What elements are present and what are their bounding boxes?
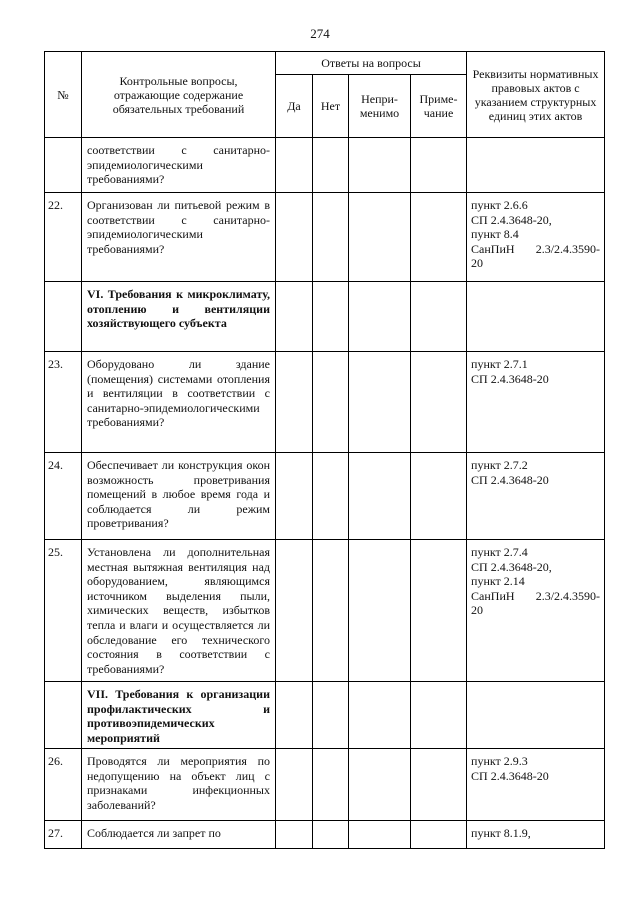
table-row [45, 749, 605, 821]
question-text: Организован ли питьевой режим в соответствии с санитарно-эпидемиологическими требованиями? [82, 193, 276, 282]
requisite-line: пункт 8.1.9, [471, 826, 531, 840]
answer-no-cell[interactable] [313, 193, 349, 282]
requisite-line: СП 2.4.3648-20, [471, 212, 552, 227]
section-row [45, 682, 605, 749]
requisite-line: пункт 2.7.2 [471, 458, 528, 472]
answer-not-applicable-cell[interactable] [349, 193, 411, 282]
answer-not-applicable-cell[interactable] [349, 352, 411, 453]
requisites-cell [467, 682, 605, 749]
requisite-line: СП 2.4.3648-20 [471, 371, 549, 386]
answer-note-cell[interactable] [411, 282, 467, 352]
requisites-cell [467, 138, 605, 193]
question-text: Установлена ли дополнительная местная вытяжная вентиляция над оборудованием, являющимся источником выделения пыли, химических веществ, избытков тепла и влаги и осуществляется ли обследование его технического состояния в соответствии с требованиями? [82, 540, 276, 682]
table-row [45, 193, 605, 282]
answer-no-cell[interactable] [313, 540, 349, 682]
page-number: 274 [310, 26, 330, 41]
table-row [45, 540, 605, 682]
answer-no-cell[interactable] [313, 821, 349, 849]
section-title: VI. Требования к микроклимату, отоплению и вентиляции хозяйствующего субъекта [82, 282, 276, 352]
row-number [45, 138, 82, 193]
row-number: 27. [45, 821, 82, 849]
answer-no-cell[interactable] [313, 282, 349, 352]
row-number [45, 282, 82, 352]
answer-not-applicable-cell[interactable] [349, 453, 411, 540]
requisite-line: СП 2.4.3648-20 [471, 472, 549, 487]
table-row [45, 453, 605, 540]
table-row [45, 352, 605, 453]
header-yes: Да [276, 75, 313, 138]
header-requisites: Реквизиты нормативных правовых актов с указанием структурных единиц этих актов [467, 52, 605, 138]
question-text: Проводятся ли мероприятия по недопущению на объект лиц с признаками инфекционных заболеваний? [82, 749, 276, 821]
row-number: 23. [45, 352, 82, 453]
requisite-line: СанПиН 2.3/2.4.3590- [471, 241, 601, 256]
requisite-line: пункт 2.9.3 [471, 754, 528, 768]
requisite-line: пункт 2.7.4 [471, 545, 528, 559]
answer-yes-cell[interactable] [276, 193, 313, 282]
requisite-line: СанПиН 2.3/2.4.3590- [471, 588, 601, 603]
requisites-cell [467, 749, 605, 821]
table-row [45, 138, 605, 193]
requisite-line: пункт 8.4 [471, 227, 519, 242]
row-number [45, 682, 82, 749]
answer-yes-cell[interactable] [276, 138, 313, 193]
row-number: 26. [45, 749, 82, 821]
answer-no-cell[interactable] [313, 749, 349, 821]
question-text: соответствии с санитарно-эпидемиологическими требованиями? [82, 138, 276, 193]
header-questions: Контрольные вопросы, отражающие содержание обязательных требований [82, 52, 276, 138]
answer-yes-cell[interactable] [276, 682, 313, 749]
header-number: № [45, 52, 82, 138]
answer-yes-cell[interactable] [276, 453, 313, 540]
answer-note-cell[interactable] [411, 352, 467, 453]
row-number: 25. [45, 540, 82, 682]
answer-no-cell[interactable] [313, 352, 349, 453]
answer-yes-cell[interactable] [276, 540, 313, 682]
requisites-cell [467, 282, 605, 352]
header-not-applicable: Непри- менимо [349, 75, 411, 138]
row-number: 22. [45, 193, 82, 282]
requisite-line: СП 2.4.3648-20, [471, 559, 552, 574]
checklist-table [44, 51, 605, 849]
table-row [45, 821, 605, 849]
requisites-cell [467, 540, 605, 682]
requisites-cell [467, 821, 605, 849]
answer-note-cell[interactable] [411, 540, 467, 682]
answer-not-applicable-cell[interactable] [349, 540, 411, 682]
requisites-cell [467, 193, 605, 282]
answer-yes-cell[interactable] [276, 821, 313, 849]
requisite-line: пункт 2.14 [471, 574, 525, 589]
answer-no-cell[interactable] [313, 682, 349, 749]
section-row [45, 282, 605, 352]
answer-note-cell[interactable] [411, 453, 467, 540]
answer-note-cell[interactable] [411, 193, 467, 282]
requisite-line: СП 2.4.3648-20 [471, 768, 549, 783]
answer-not-applicable-cell[interactable] [349, 282, 411, 352]
header-no: Нет [313, 75, 349, 138]
requisite-line: пункт 2.6.6 [471, 198, 528, 212]
answer-yes-cell[interactable] [276, 282, 313, 352]
answer-not-applicable-cell[interactable] [349, 821, 411, 849]
answer-not-applicable-cell[interactable] [349, 138, 411, 193]
header-answers: Ответы на вопросы [276, 52, 467, 75]
question-text: Оборудовано ли здание (помещения) системами отопления и вентиляции в соответствии с санитарно-эпидемиологическими требованиями? [82, 352, 276, 453]
header-note: Приме- чание [411, 75, 467, 138]
answer-no-cell[interactable] [313, 138, 349, 193]
answer-note-cell[interactable] [411, 138, 467, 193]
requisites-cell [467, 453, 605, 540]
answer-not-applicable-cell[interactable] [349, 749, 411, 821]
question-text: Соблюдается ли запрет по [82, 821, 276, 849]
answer-note-cell[interactable] [411, 749, 467, 821]
requisite-line: 20 [471, 256, 484, 271]
answer-note-cell[interactable] [411, 821, 467, 849]
answer-not-applicable-cell[interactable] [349, 682, 411, 749]
requisite-line: пункт 2.7.1 [471, 357, 528, 371]
answer-note-cell[interactable] [411, 682, 467, 749]
requisite-line: 20 [471, 603, 484, 618]
question-text: Обеспечивает ли конструкция окон возможность проветривания помещений в любое время года и соблюдается ли режим проветривания? [82, 453, 276, 540]
answer-no-cell[interactable] [313, 453, 349, 540]
requisites-cell [467, 352, 605, 453]
answer-yes-cell[interactable] [276, 749, 313, 821]
answer-yes-cell[interactable] [276, 352, 313, 453]
row-number: 24. [45, 453, 82, 540]
section-title: VII. Требования к организации профилактических и противоэпидемических мероприятий [82, 682, 276, 749]
